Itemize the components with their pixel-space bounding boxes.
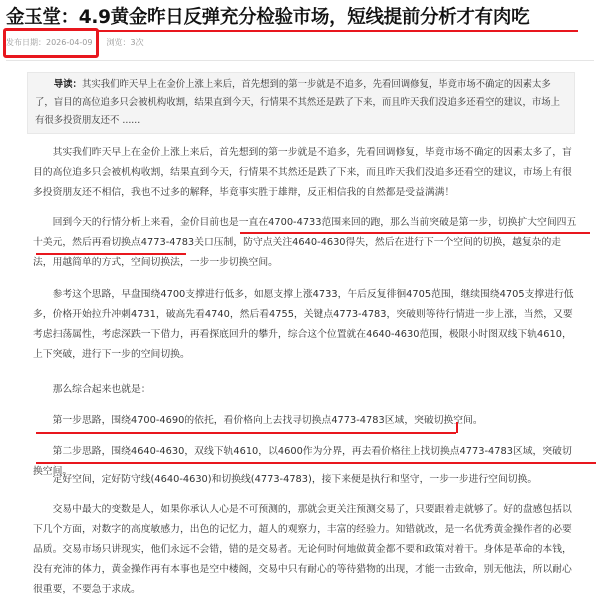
highlight-underline <box>36 432 456 434</box>
paragraph-4: 那么综合起来也就是： <box>52 384 151 395</box>
highlight-underline <box>240 232 590 234</box>
paragraph-5: 第一步思路，围绕4700-4690的依托，看价格向上去找寻切换点4773-4783区域，突破切换空间。 <box>52 415 483 426</box>
intro-label: 导读： <box>53 79 82 90</box>
paragraph-2: 回到今天的行情分析上来看，金价目前也是一直在4700-4733范围来回的跑，那么当前突破是第一步，切换扩大空间四五十美元，然后再看切换点4773-4783关口压制，防守点关注4640-4630得失，然后在进行下一个空间的切换，越复杂的走法，用越简单的方式，空间切换法，一步一步切换空间。 <box>33 217 577 268</box>
view-count: 浏览：3次 <box>106 38 144 47</box>
intro-text: 其实我们昨天早上在金价上涨上来后，首先想到的第一步就是不追多，先看回调修复，毕竟市场不确定的因素太多了，盲目的高位追多只会被机构收割，结果直到今天，行情果不其然还是跌了下来，而且昨天我们没追多还看空的建议，市场上有很多投资朋友还不 ...... <box>35 79 561 126</box>
date-highlight-box <box>3 28 99 58</box>
paragraph-3: 参考这个思路，早盘围绕4700支撑进行低多，如愿支撑上涨4733，午后反复徘徊4705范围，继续围绕4705支撑进行低多，价格开始拉升冲刺4731，破高先看4740，然后看4755，关键点4773-4783，突破则等待行情进一步上涨，当然，又要考虑扫荡属性，考虑深跌一下借力，再看探底回升的攀升，综合这个位置就在4640-4630范围，极限小时图双线下轨4610，上下突破，进行下一步的空间切换。 <box>33 289 574 360</box>
paragraph-6: 第二步思路，围绕4640-4630，双线下轨4610，以4600作为分界，再去看价格往上找切换点4773-4783区域，突破切换空间。 <box>33 446 572 477</box>
intro-summary <box>27 72 575 134</box>
paragraph-7: 定好空间，定好防守线(4640-4630)和切换线(4773-4783)，接下来便是执行和坚守，一步一步进行空间切换。 <box>52 474 538 485</box>
highlight-stroke <box>456 422 458 433</box>
header-divider <box>6 60 594 61</box>
publish-date: 发布日期：2026-04-09 <box>6 38 93 47</box>
highlight-underline <box>36 253 186 255</box>
paragraph-8: 交易中最大的变数是人，如果你承认人心是不可预测的，那就会更关注预测交易了，只要跟着走就够了。好的盘感包括以下几个方面，对数字的高度敏感力，出色的记忆力，超人的观察力，丰富的经验力。知错就改，是一名优秀黄金操作者的必要品质。交易市场只讲现实，他们永远不会错，错的是交易者。无论何时何地做黄金都不要和政策对着干。身体是革命的本钱，没有充沛的体力，黄金操作再有本事也是空中楼阁，交易中只有耐心的等待猎物的出现，才能一击致命，别无他法，所以耐心很重要，不要急于求成。 <box>33 504 572 595</box>
highlight-underline <box>36 462 596 464</box>
article-title: 金玉堂：4.9黄金昨日反弹充分检验市场，短线提前分析才有肉吃 <box>6 7 530 28</box>
paragraph-1: 其实我们昨天早上在金价上涨上来后，首先想到的第一步就是不追多，先看回调修复，毕竟市场不确定的因素太多了，盲目的高位追多只会被机构收割，结果直到今天，行情果不其然还是跌了下来，而且昨天我们没追多还看空的建议，市场上有很多投资朋友还不相信，我也不过多的解释，毕竟事实胜于雄辩，反正相信我的自然都是受益满满！ <box>33 147 572 198</box>
title-highlight-mark <box>98 30 578 32</box>
